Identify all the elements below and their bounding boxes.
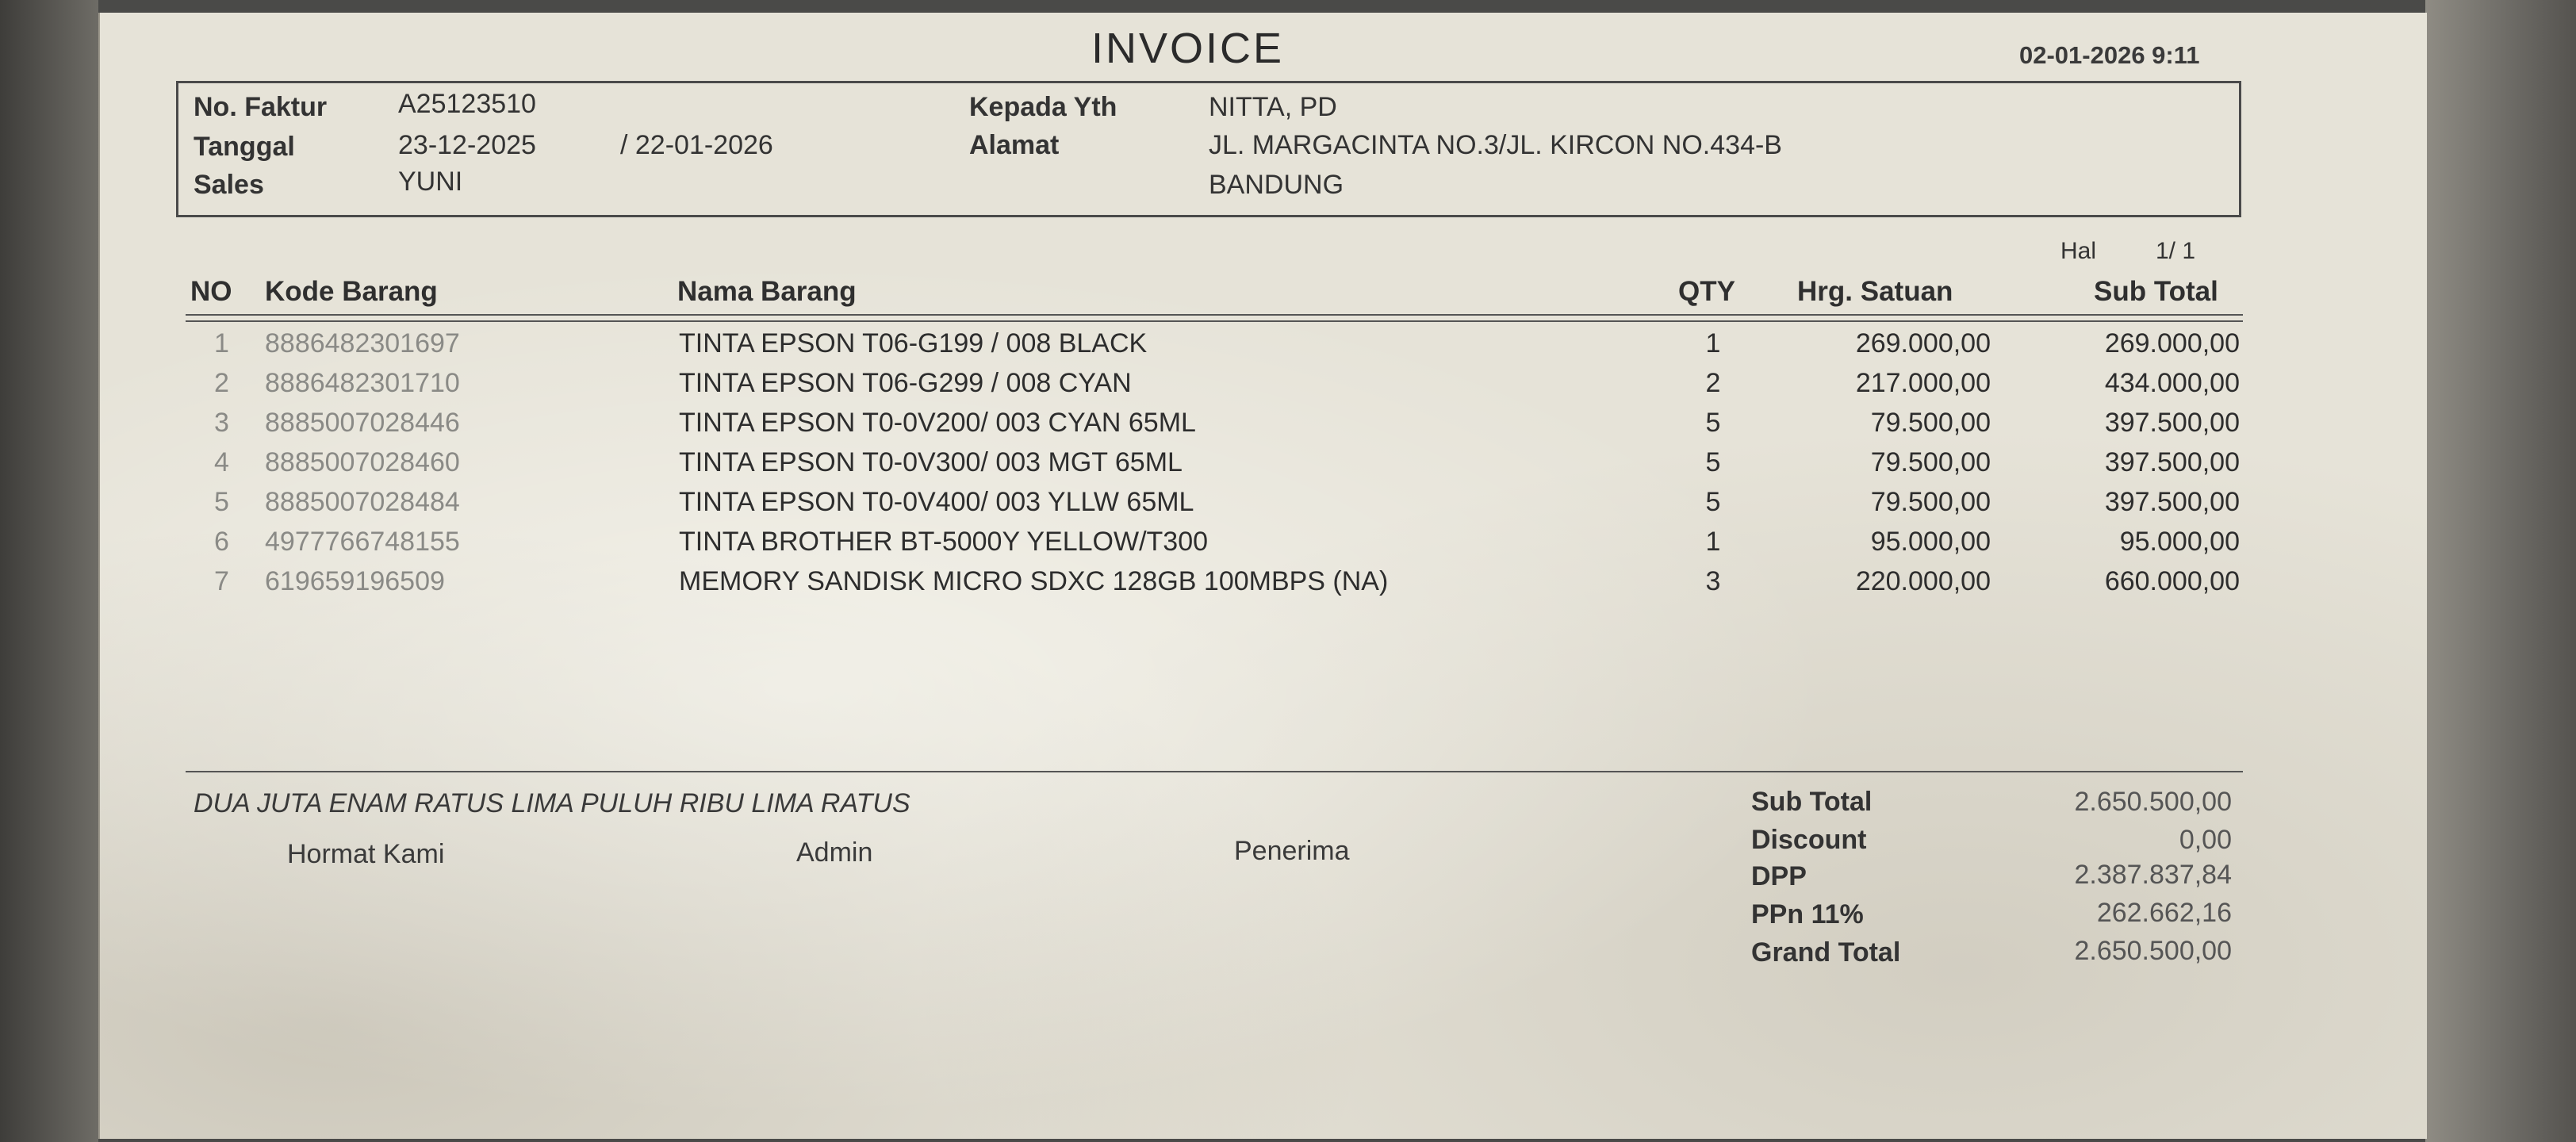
total-value-discount: 0,00 [2179, 825, 2232, 855]
sales-value: YUNI [398, 167, 463, 197]
item-harga: 95.000,00 [1870, 527, 1991, 557]
item-no: 4 [214, 447, 229, 477]
sales-label: Sales [194, 170, 264, 200]
no-faktur-value: A25123510 [398, 89, 536, 119]
item-subtotal: 397.500,00 [2104, 447, 2240, 477]
item-subtotal: 397.500,00 [2104, 408, 2240, 438]
item-harga: 79.500,00 [1870, 487, 1991, 517]
item-kode: 8885007028484 [265, 487, 460, 517]
tanggal-value: 23-12-2025 [398, 130, 536, 160]
total-label-grand-total: Grand Total [1751, 937, 1901, 968]
item-harga: 79.500,00 [1870, 408, 1991, 438]
item-nama: TINTA BROTHER BT-5000Y YELLOW/T300 [679, 527, 1209, 557]
table-header-rule-top [186, 314, 2243, 316]
total-value-dpp: 2.387.837,84 [2074, 860, 2232, 890]
no-faktur-label: No. Faktur [194, 92, 328, 122]
item-kode: 4977766748155 [265, 527, 460, 557]
item-qty: 1 [1705, 328, 1721, 358]
item-qty: 5 [1705, 447, 1721, 477]
col-no: NO [190, 276, 232, 307]
item-subtotal: 397.500,00 [2104, 487, 2240, 517]
table-header-rule-bottom [186, 320, 2243, 322]
item-nama: TINTA EPSON T06-G199 / 008 BLACK [679, 328, 1148, 358]
total-label-ppn: PPn 11% [1751, 899, 1864, 929]
invoice-title: INVOICE [1091, 25, 1285, 72]
col-qty: QTY [1678, 276, 1735, 307]
col-harga-satuan: Hrg. Satuan [1797, 276, 1953, 307]
screen-bezel-right [2425, 0, 2576, 1142]
item-subtotal: 434.000,00 [2104, 368, 2240, 398]
col-kode-barang: Kode Barang [265, 276, 438, 307]
col-nama-barang: Nama Barang [677, 276, 857, 307]
tanggal-label: Tanggal [194, 132, 295, 162]
item-qty: 3 [1705, 566, 1721, 596]
total-label-discount: Discount [1751, 825, 1867, 855]
page-number: 1/ 1 [2156, 238, 2196, 264]
item-nama: TINTA EPSON T0-0V300/ 003 MGT 65ML [679, 447, 1183, 477]
alamat-line-1: JL. MARGACINTA NO.3/JL. KIRCON NO.434-B [1209, 130, 1782, 160]
item-kode: 8886482301710 [265, 368, 460, 398]
total-value-sub-total: 2.650.500,00 [2074, 787, 2232, 817]
terbilang-text: DUA JUTA ENAM RATUS LIMA PULUH RIBU LIMA RATUS [194, 788, 910, 818]
item-no: 7 [214, 566, 229, 596]
item-kode: 8886482301697 [265, 328, 460, 358]
item-harga: 269.000,00 [1855, 328, 1991, 358]
item-qty: 5 [1705, 487, 1721, 517]
item-no: 3 [214, 408, 229, 438]
screen-bezel-left [0, 0, 98, 1142]
print-datetime: 02-01-2026 9:11 [2019, 41, 2200, 69]
item-subtotal: 660.000,00 [2104, 566, 2240, 596]
item-nama: TINTA EPSON T0-0V400/ 003 YLLW 65ML [679, 487, 1194, 517]
item-qty: 5 [1705, 408, 1721, 438]
item-qty: 1 [1705, 527, 1721, 557]
item-kode: 619659196509 [265, 566, 445, 596]
item-harga: 79.500,00 [1870, 447, 1991, 477]
total-value-grand-total: 2.650.500,00 [2074, 936, 2232, 966]
page-label: Hal [2060, 238, 2097, 264]
signature-admin: Admin [796, 837, 873, 868]
item-no: 6 [214, 527, 229, 557]
signature-hormat-kami: Hormat Kami [287, 839, 445, 869]
alamat-label: Alamat [969, 130, 1060, 160]
total-label-dpp: DPP [1751, 861, 1807, 891]
col-sub-total: Sub Total [2094, 276, 2218, 307]
item-nama: MEMORY SANDISK MICRO SDXC 128GB 100MBPS (NA) [679, 566, 1389, 596]
kepada-label: Kepada Yth [969, 92, 1117, 122]
item-no: 2 [214, 368, 229, 398]
item-subtotal: 269.000,00 [2104, 328, 2240, 358]
item-nama: TINTA EPSON T06-G299 / 008 CYAN [679, 368, 1132, 398]
kepada-value: NITTA, PD [1209, 92, 1337, 122]
item-harga: 217.000,00 [1855, 368, 1991, 398]
jatuh-tempo-value: / 22-01-2026 [620, 130, 773, 160]
item-qty: 2 [1705, 368, 1721, 398]
total-value-ppn: 262.662,16 [2096, 898, 2232, 928]
item-harga: 220.000,00 [1855, 566, 1991, 596]
table-bottom-rule [186, 771, 2243, 772]
item-no: 5 [214, 487, 229, 517]
item-kode: 8885007028446 [265, 408, 460, 438]
signature-penerima: Penerima [1234, 836, 1350, 866]
item-nama: TINTA EPSON T0-0V200/ 003 CYAN 65ML [679, 408, 1196, 438]
item-no: 1 [214, 328, 229, 358]
total-label-sub-total: Sub Total [1751, 787, 1873, 817]
alamat-line-2: BANDUNG [1209, 170, 1344, 200]
item-kode: 8885007028460 [265, 447, 460, 477]
item-subtotal: 95.000,00 [2119, 527, 2240, 557]
